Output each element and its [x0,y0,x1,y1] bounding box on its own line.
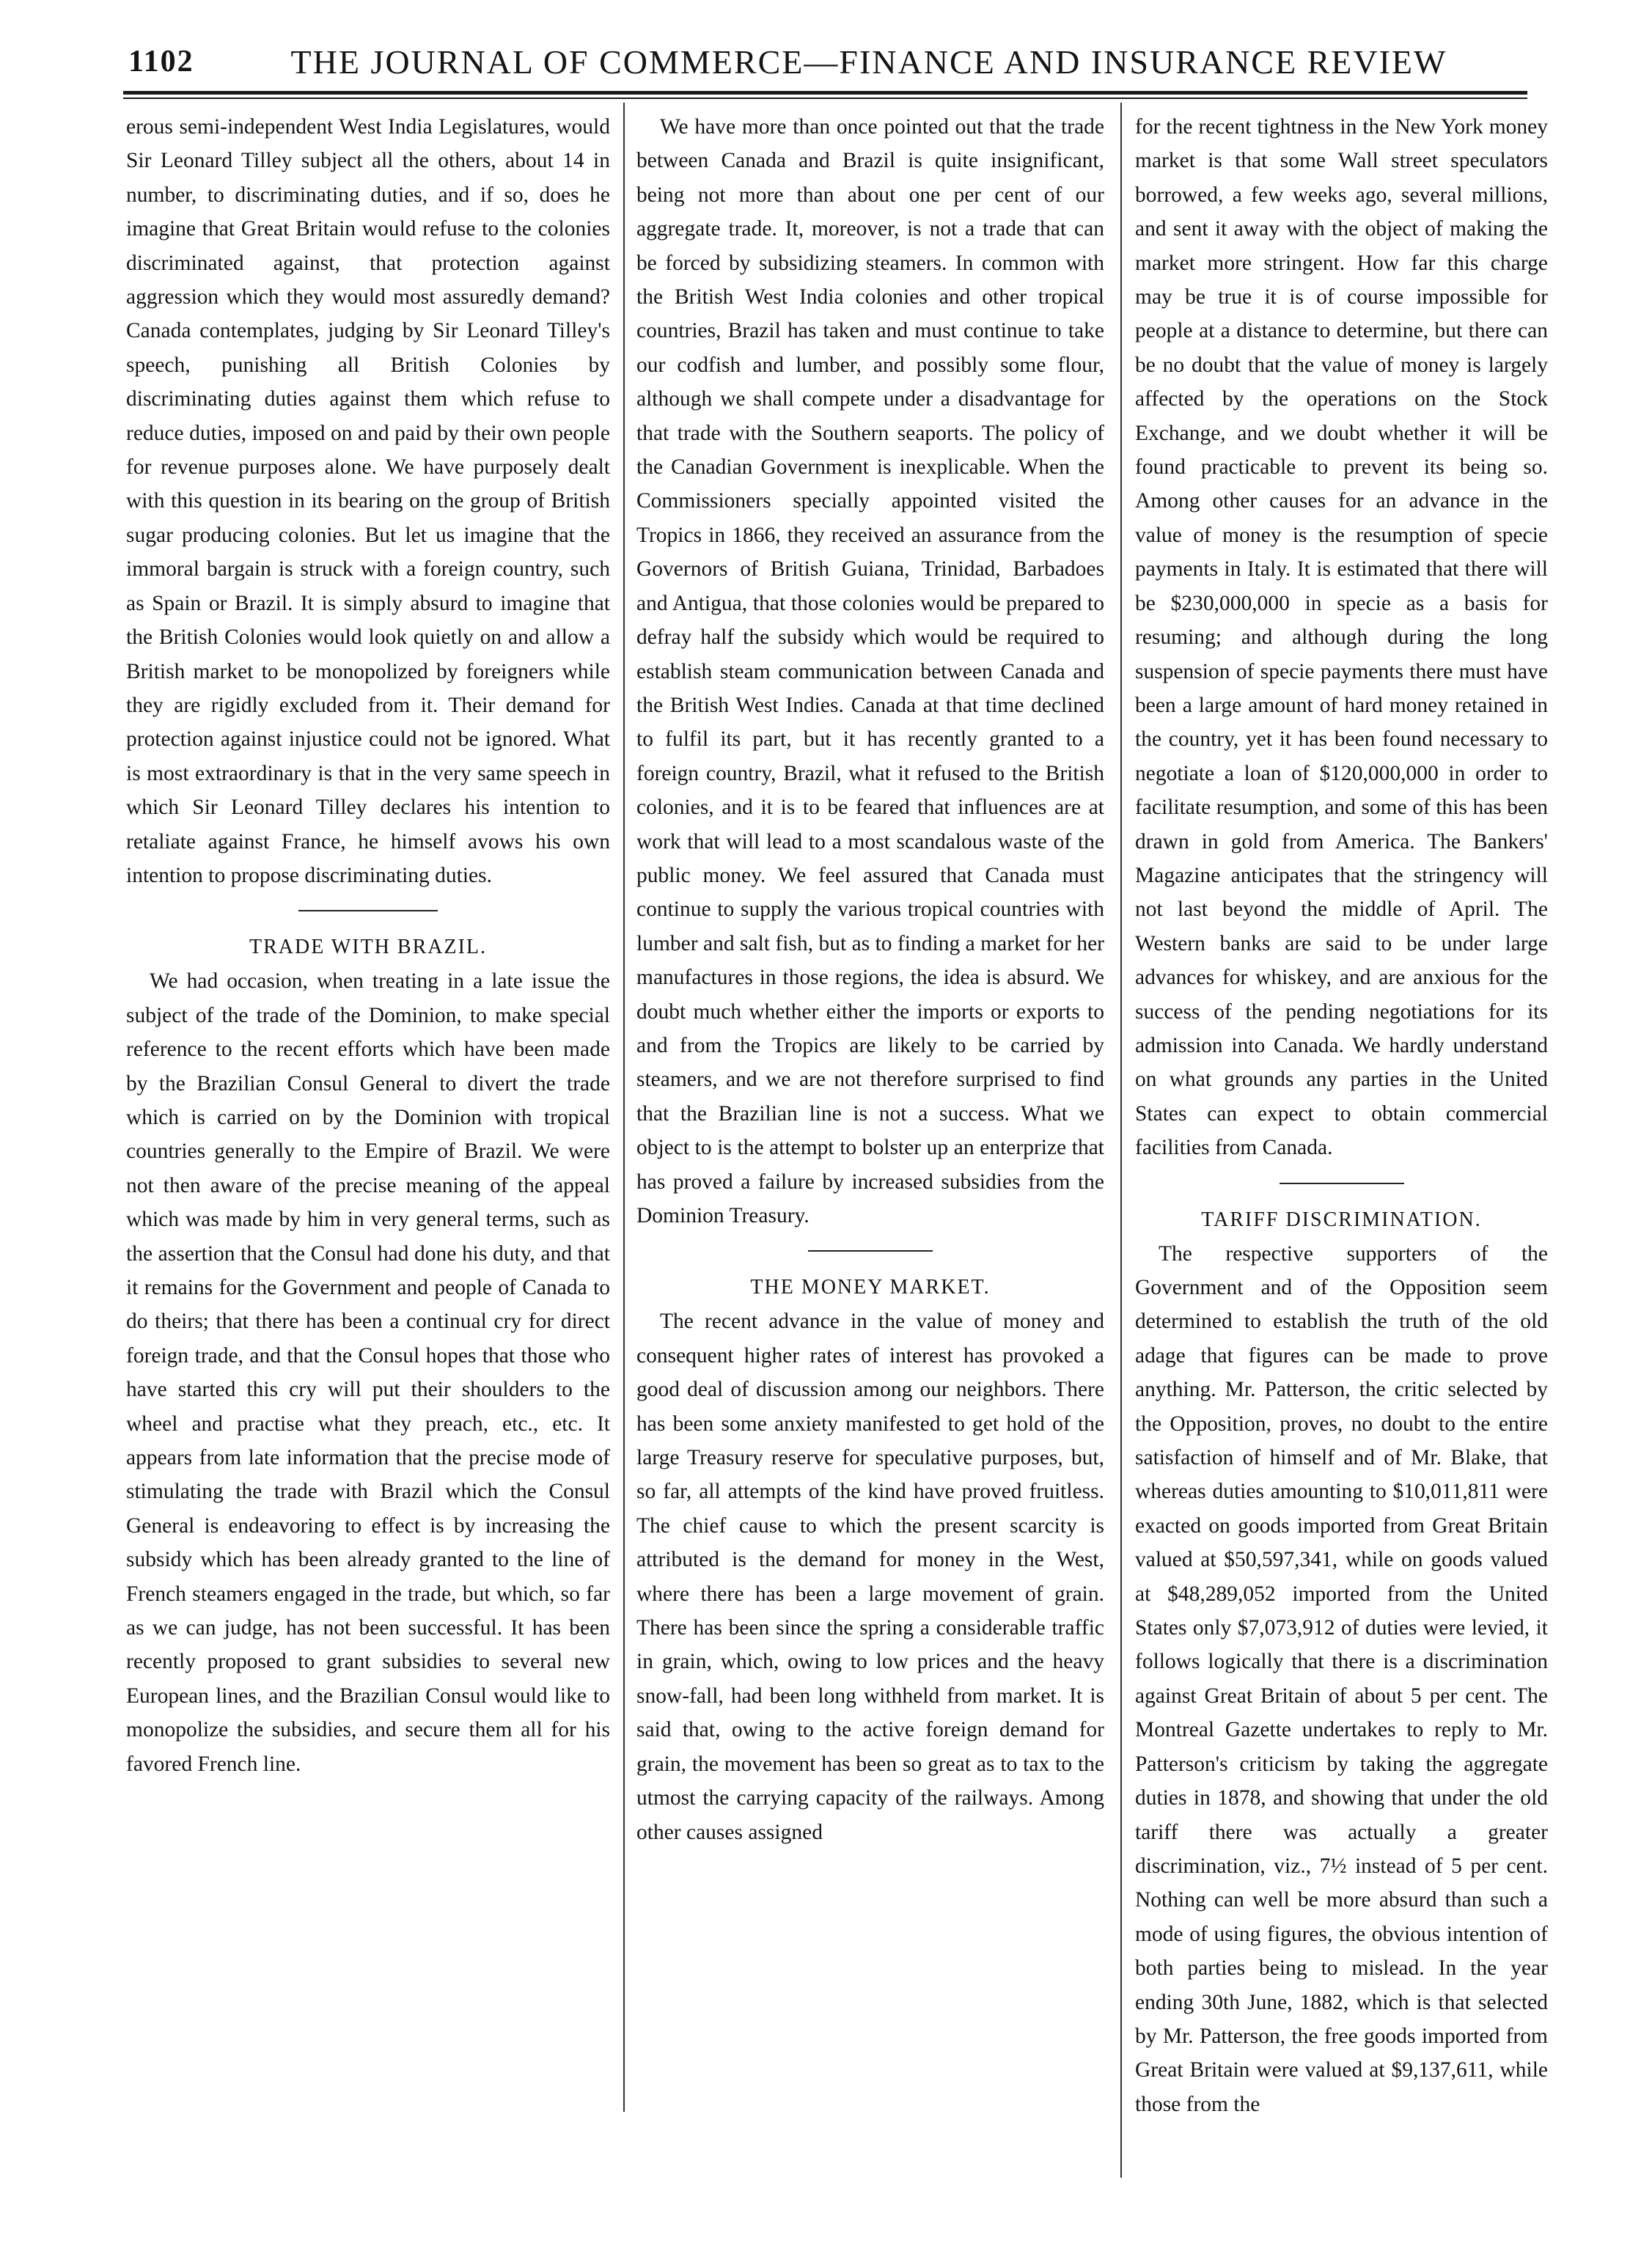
article-paragraph: for the recent tightness in the New York money market is that some Wall street speculators borrowed, a few weeks ago, several millions, and sent it away with the object of making the market more stringent. How far this charge may be true it is of course impossible for people at a distance to determine, but there can be no doubt that the value of money is largely affected by the operations on the Stock Exchange, and we doubt whether it will be found practicable to prevent its being so. Among other causes for an advance in the value of money is the resumption of specie payments in Italy. It is estimated that there will be $230,000,000 in specie as a basis for resuming; and although during the long suspension of specie payments there must have been a large amount of hard money retained in the country, yet it has been found necessary to negotiate a loan of $120,000,000 in order to facilitate resumption, and some of this has been drawn in gold from America. The Bankers' Magazine anticipates that the stringency will not last beyond the middle of April. The Western banks are said to be under large advances for whiskey, and are anxious for the success of the pending negotiations for its admission into Canada. We hardly understand on what grounds any parties in the United States can expect to obtain commercial facilities from Canada. [1135,115,1548,1160]
section-separator [298,910,438,911]
section-separator [808,1250,933,1252]
article-column-3 [1135,110,1548,2236]
section-separator [1280,1183,1404,1184]
page-header [128,38,1521,89]
section-heading-money-market: THE MONEY MARKET. [750,1276,991,1299]
header-rule-thick [123,91,1527,95]
journal-title: THE JOURNAL OF COMMERCE—FINANCE AND INSURANCE REVIEW [290,43,1447,81]
column-divider-left [623,103,625,2112]
article-paragraph: erous semi-independent West India Legislatures, would Sir Leonard Tilley subject all the others, about 14 in number, to discriminating duties, and if so, does he imagine that Great Britain would refuse to the colonies discriminated against, that protection against aggression which they would most assuredly demand? Canada contemplates, judging by Sir Leonard Tilley's speech, punishing all British Colonies by discriminating duties against them which refuse to reduce duties, imposed on and paid by their own people for revenue purposes alone. We have purposely dealt with this question in its bearing on the group of British sugar producing colonies. But let us imagine that the immoral bargain is struck with a foreign country, such as Spain or Brazil. It is simply absurd to imagine that the British Colonies would look quietly on and allow a British market to be monopolized by foreigners while they are rigidly excluded from it. Their demand for protection against injustice could not be ignored. What is most extraordinary is that in the very same speech in which Sir Leonard Tilley declares his intention to retaliate against France, he himself avows his own intention to propose discriminating duties. [126,115,610,887]
page-number: 1102 [128,45,194,78]
article-paragraph: We had occasion, when treating in a late issue the subject of the trade of the Dominion, to make special reference to the recent efforts which have been made by the Brazilian Consul General to divert the trade which is carried on by the Dominion with tropical countries generally to the Empire of Brazil. We were not then aware of the precise meaning of the appeal which was made by him in very general terms, such as the assertion that the Consul had done his duty, and that it remains for the Government and people of Canada to do theirs; that there has been a continual cry for direct foreign trade, and that the Consul hopes that those who have started this cry will put their shoulders to the wheel and practise what they preach, etc., etc. It appears from late information that the precise mode of stimulating the trade with Brazil which the Consul General is endeavoring to effect is by increasing the subsidy which has been already granted to the line of French steamers engaged in the trade, but which, so far as we can judge, has not been successful. It has been recently proposed to grant subsidies to several new European lines, and the Brazilian Consul would like to monopolize the subsidies, and secure them all for his favored French line. [126,969,610,1776]
section-heading-trade-with-brazil: TRADE WITH BRAZIL. [249,936,487,959]
column-divider-right [1120,103,1122,2178]
article-column-2 [636,110,1104,2236]
section-heading-tariff-discrimination: TARIFF DISCRIMINATION. [1201,1208,1482,1231]
article-paragraph: The respective supporters of the Government and of the Opposition seem determined to establish the truth of the old adage that figures can be made to prove anything. Mr. Patterson, the critic selected by the Opposition, proves, no doubt to the entire satisfaction of himself and of Mr. Blake, that whereas duties amounting to $10,011,811 were exacted on goods imported from Great Britain valued at $50,597,341, while on goods valued at $48,289,052 imported from the United States only $7,073,912 of duties were levied, it follows logically that there is a discrimination against Great Britain of about 5 per cent. The Montreal Gazette undertakes to reply to Mr. Patterson's criticism by taking the aggregate duties in 1878, and showing that under the old tariff there was actually a greater discrimination, viz., 7½ instead of 5 per cent. Nothing can well be more absurd than such a mode of using figures, the obvious intention of both parties being to mislead. In the year ending 30th June, 1882, which is that selected by Mr. Patterson, the free goods imported from Great Britain were valued at $9,137,611, while those from the [1135,1241,1548,2116]
article-column-1 [126,110,610,2236]
header-rule-thin [123,98,1527,99]
article-paragraph: We have more than once pointed out that the trade between Canada and Brazil is quite insignificant, being not more than about one per cent of our aggregate trade. It, moreover, is not a trade that can be forced by subsidizing steamers. In common with the British West India colonies and other tropical countries, Brazil has taken and must continue to take our codfish and lumber, and possibly some flour, although we shall compete under a disadvantage for that trade with the Southern seaports. The policy of the Canadian Government is inexplicable. When the Commissioners specially appointed visited the Tropics in 1866, they received an assurance from the Governors of British Guiana, Trinidad, Barbadoes and Antigua, that those colonies would be prepared to defray half the subsidy which would be required to establish steam communication between Canada and the British West Indies. Canada at that time declined to fulfil its part, but it has recently granted to a foreign country, Brazil, what it refused to the British colonies, and it is to be feared that influences are at work that will lead to a most scandalous waste of the public money. We feel assured that Canada must continue to supply the various tropical countries with lumber and salt fish, but as to finding a market for her manufactures in those regions, the idea is absurd. We doubt much whether either the imports or exports to and from the Tropics are likely to be carried by steamers, and we are not therefore surprised to find that the Brazilian line is not a success. What we object to is the attempt to bolster up an enterprize that has proved a failure by increased subsidies from the Dominion Treasury. [636,115,1104,1227]
article-paragraph: The recent advance in the value of money and consequent higher rates of interest has provoked a good deal of discussion among our neighbors. There has been some anxiety manifested to get hold of the large Treasury reserve for speculative purposes, but, so far, all attempts of the kind have proved fruitless. The chief cause to which the present scarcity is attributed is the demand for money in the West, where there has been a large movement of grain. There has been since the spring a considerable traffic in grain, which, owing to low prices and the heavy snow-fall, had been long withheld from market. It is said that, owing to the active foreign demand for grain, the movement has been so great as to tax to the utmost the carrying capacity of the railways. Among other causes assigned [636,1310,1104,1844]
